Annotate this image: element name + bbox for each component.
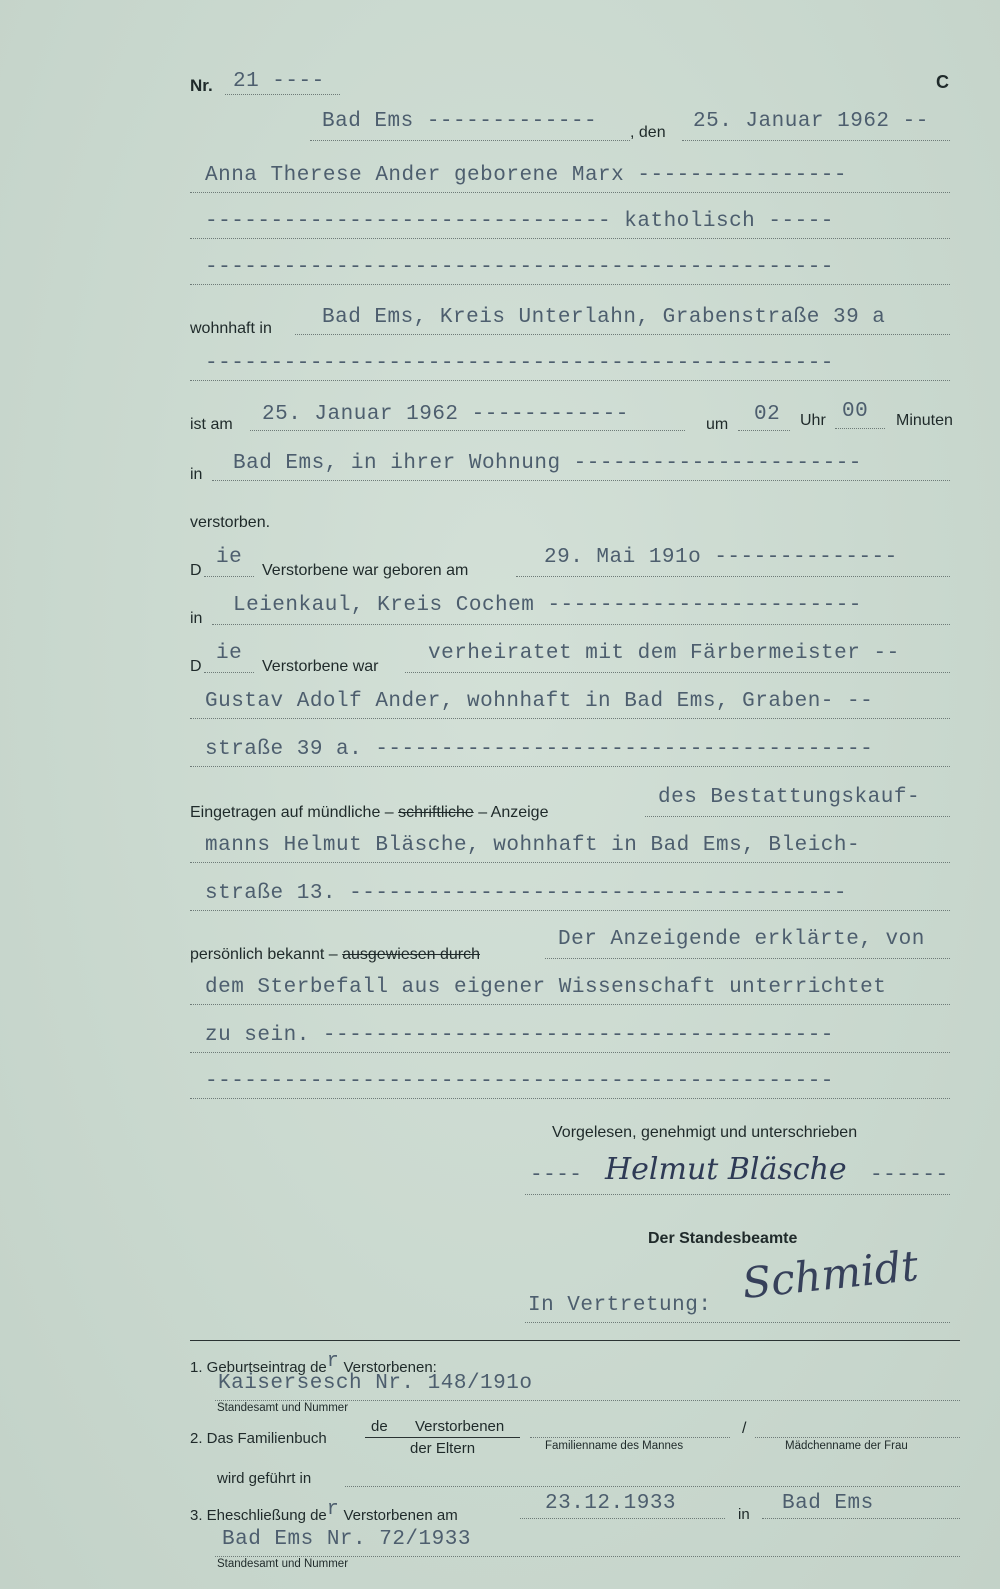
statement-line1: Der Anzeigende erklärte, von: [558, 928, 925, 951]
residence-line1: Bad Ems, Kreis Unterlahn, Grabenstraße 39 a: [322, 306, 886, 329]
marriage-place: Bad Ems: [782, 1492, 874, 1515]
dotline: [645, 816, 950, 817]
registry-place: Bad Ems -------------: [322, 110, 598, 133]
registry-date: 25. Januar 1962 --: [693, 110, 929, 133]
birth-place-in: in: [190, 610, 203, 627]
nr-line: [225, 94, 340, 95]
dotline: [525, 1194, 950, 1195]
dotline: [310, 140, 630, 141]
birth-register-entry: Kaisersesch Nr. 148/191o: [218, 1372, 533, 1395]
dotline: [190, 192, 950, 193]
dotline: [545, 958, 950, 959]
death-place: Bad Ems, in ihrer Wohnung ----------------------: [233, 452, 862, 475]
footer-item3-label: [190, 1498, 458, 1527]
informant-dash-right: ------: [870, 1164, 949, 1187]
dotline: [345, 1486, 960, 1487]
uhr-label: Uhr: [800, 412, 826, 429]
dotline: [190, 910, 950, 911]
registration-label: [190, 804, 548, 822]
solid: [365, 1437, 520, 1438]
birth-date: 29. Mai 191o --------------: [544, 546, 898, 569]
footer-item2-de: de: [371, 1418, 388, 1435]
marital-ie: ie: [216, 642, 243, 665]
deceased-religion: ------------------------------- katholisch -----: [205, 210, 834, 233]
birth-place: Leienkaul, Kreis Cochem ------------------------: [233, 594, 862, 617]
birth-label: Verstorbene war geboren am: [262, 562, 469, 579]
informant-line2: manns Helmut Bläsche, wohnhaft in Bad Ems, Bleich-: [205, 834, 861, 857]
read-approved-label: Vorgelesen, genehmigt und unterschrieben: [552, 1124, 858, 1141]
death-date: 25. Januar 1962 ------------: [262, 403, 629, 426]
residence-label: wohnhaft in: [190, 320, 272, 337]
dotline: [755, 1437, 960, 1438]
known-label-a: persönlich bekannt –: [190, 946, 338, 963]
marriage-register-entry: Bad Ems Nr. 72/1933: [222, 1528, 471, 1551]
marital-line2: Gustav Adolf Ander, wohnhaft in Bad Ems, Graben- --: [205, 690, 874, 713]
dotline: [212, 624, 950, 625]
birth-ie: ie: [216, 546, 243, 569]
informant-signature: Helmut Bläsche: [605, 1152, 847, 1187]
marital-line3: straße 39 a. --------------------------------------: [205, 738, 874, 761]
statement-line2: dem Sterbefall aus eigener Wissenschaft unterrichtet: [205, 976, 887, 999]
dotline: [215, 1556, 960, 1557]
dotline: [215, 1400, 960, 1401]
death-place-in: in: [190, 466, 203, 483]
dotline: [204, 576, 254, 577]
registrar-label: Der Standesbeamte: [648, 1230, 798, 1247]
residence-line2: ------------------------------------------------: [205, 352, 834, 375]
office-label-1: Standesamt und Nummer: [217, 1402, 349, 1414]
dotline: [204, 672, 254, 673]
dotline: [762, 1518, 960, 1519]
dotline: [190, 718, 950, 719]
statement-line4: ------------------------------------------------: [205, 1070, 834, 1093]
marriage-date: 23.12.1933: [545, 1492, 677, 1515]
footer-item3-b: Verstorbenen am: [339, 1507, 458, 1524]
known-label: [190, 946, 480, 964]
verstorben-label: verstorben.: [190, 514, 271, 531]
dotline: [295, 334, 950, 335]
den-label: , den: [630, 124, 666, 141]
registration-label-a: Eingetragen auf mündliche –: [190, 804, 394, 821]
nr-label: Nr.: [190, 76, 213, 95]
dotline: [190, 1004, 950, 1005]
registration-label-strike: schriftliche: [398, 804, 474, 821]
died-on-label: ist am: [190, 416, 233, 433]
office-label-2: Standesamt und Nummer: [217, 1558, 349, 1570]
death-minutes: 00: [842, 400, 869, 423]
footer-item3-r: r: [326, 1498, 340, 1521]
dotline: [190, 284, 950, 285]
footer-divider: [190, 1340, 960, 1341]
footer-item1-r: r: [326, 1350, 340, 1373]
dotline: [212, 480, 950, 481]
death-hour: 02: [754, 403, 781, 426]
informant-line3: straße 13. --------------------------------------: [205, 882, 848, 905]
dotline: [190, 380, 950, 381]
registrar-signature: Schmidt: [739, 1240, 921, 1309]
dotline: [516, 576, 950, 577]
footer-item3-a: 3. Eheschließung de: [190, 1507, 327, 1524]
husband-surname-label: Familienname des Mannes: [545, 1440, 684, 1452]
dotline: [190, 766, 950, 767]
um-label: um: [706, 416, 729, 433]
dotline: [190, 1098, 950, 1099]
birth-d: D: [190, 562, 202, 579]
dotline: [405, 672, 950, 673]
known-label-strike: ausgewiesen durch: [342, 946, 480, 963]
informant-dash-left: ----: [530, 1164, 583, 1187]
footer-item2-eltern: der Eltern: [410, 1440, 476, 1457]
deceased-name: Anna Therese Ander geborene Marx ----------------: [205, 164, 848, 187]
deceased-blank: ------------------------------------------------: [205, 256, 834, 279]
footer-item1-b: Verstorbenen:: [339, 1359, 437, 1376]
registration-label-b: – Anzeige: [478, 804, 549, 821]
nr-value: 21 ----: [233, 70, 325, 93]
footer-item1-a: 1. Geburtseintrag de: [190, 1359, 327, 1376]
marital-line1: verheiratet mit dem Färbermeister --: [428, 642, 900, 665]
dotline: [520, 1518, 725, 1519]
marital-label: Verstorbene war: [262, 658, 379, 675]
informant-line1: des Bestattungskauf-: [658, 786, 921, 809]
dotline: [738, 430, 790, 431]
dotline: [835, 428, 885, 429]
wife-maiden-label: Mädchenname der Frau: [785, 1440, 908, 1452]
dotline: [190, 862, 950, 863]
dotline: [682, 140, 950, 141]
statement-line3: zu sein. ---------------------------------------: [205, 1024, 834, 1047]
footer-item2-slash: /: [742, 1420, 747, 1437]
marital-d: D: [190, 658, 202, 675]
marriage-in-label: in: [738, 1506, 750, 1523]
dotline: [250, 430, 685, 431]
dotline: [190, 1052, 950, 1053]
dotline: [190, 238, 950, 239]
footer-item2-verstorbenen: Verstorbenen: [415, 1418, 505, 1435]
dotline: [525, 1322, 950, 1323]
footer-item2-label: 2. Das Familienbuch: [190, 1430, 327, 1447]
family-book-kept-label: wird geführt in: [217, 1470, 312, 1487]
minuten-label: Minuten: [896, 412, 953, 429]
deputy-label: In Vertretung:: [528, 1294, 712, 1317]
register-letter: C: [936, 72, 949, 92]
dotline: [530, 1437, 730, 1438]
